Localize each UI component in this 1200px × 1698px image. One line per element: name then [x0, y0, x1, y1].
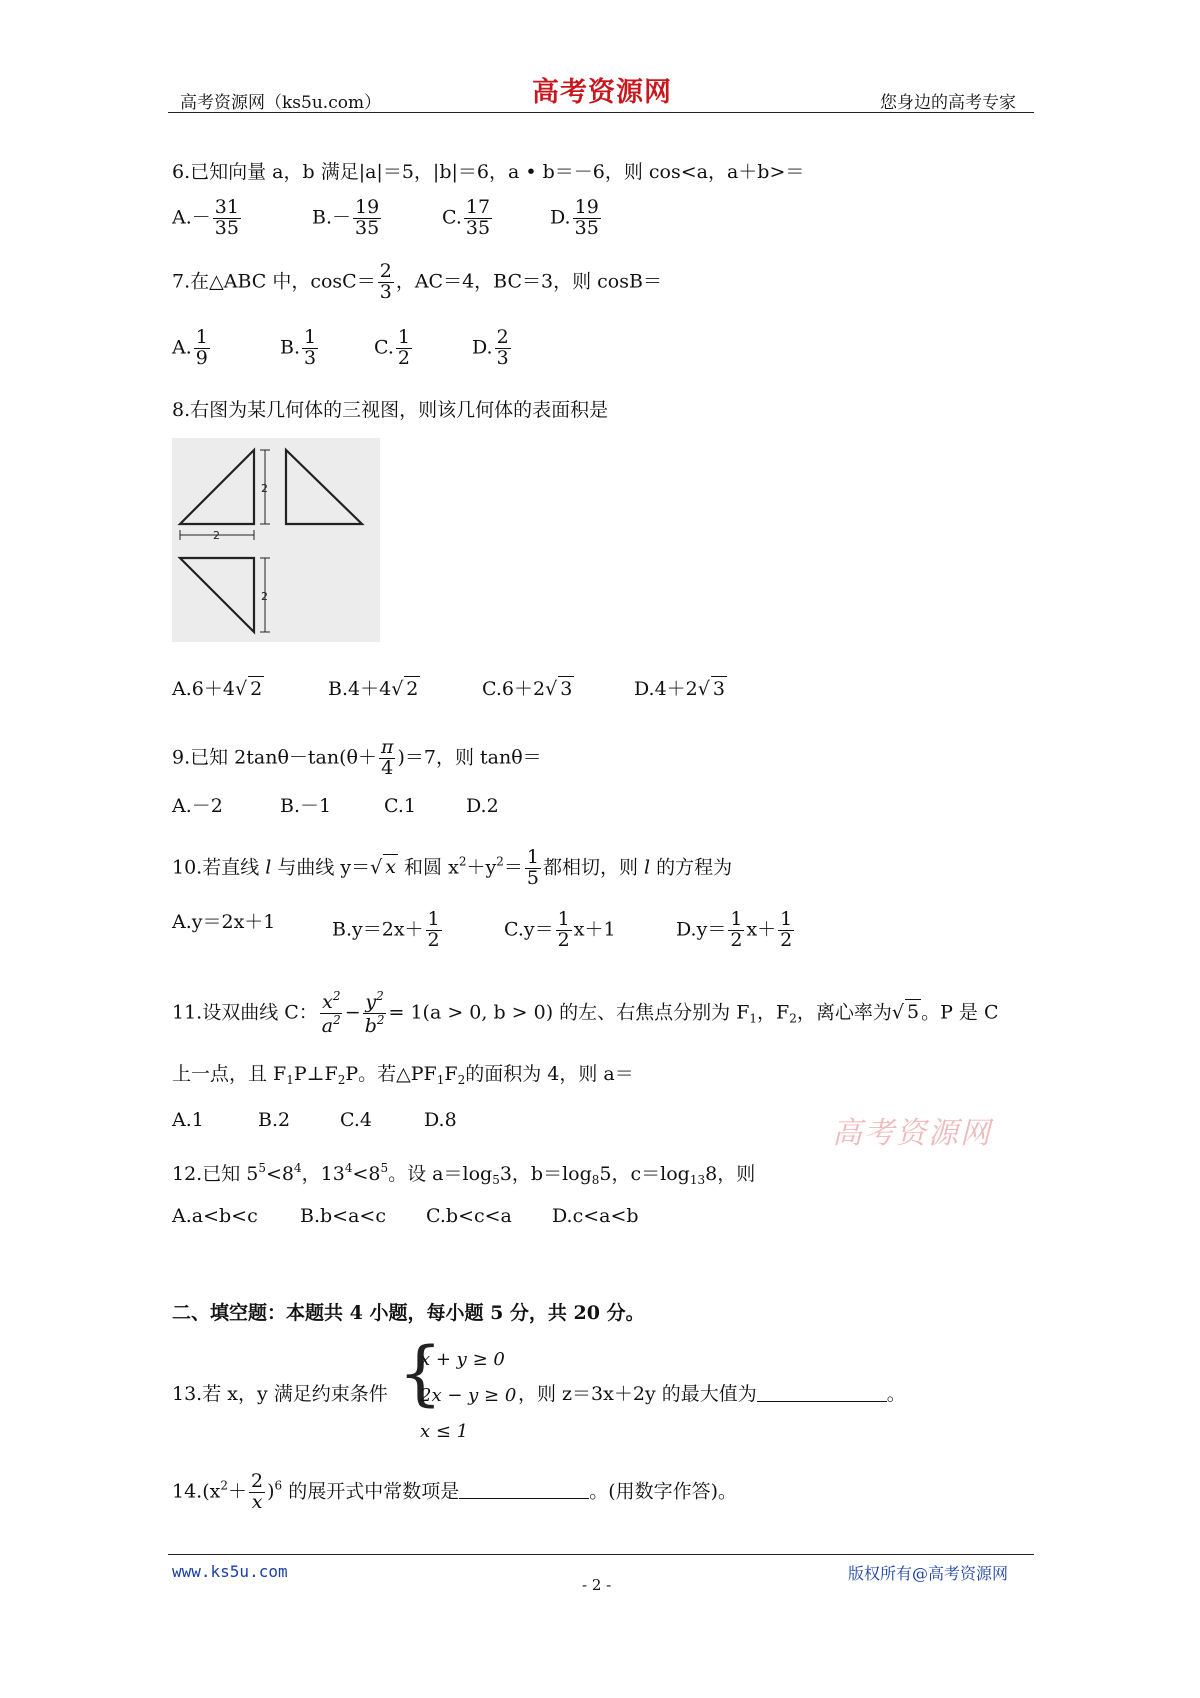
q7-option-d: D. $\frac{2}{3}$ — [472, 326, 509, 369]
q8-stem: 8.右图为某几何体的三视图，则该几何体的表面积是 — [172, 399, 609, 421]
q12-option-d: D.c<a<b — [552, 1205, 639, 1227]
q12-option-b: B.b<a<c — [300, 1205, 386, 1227]
q11-option-d: D.8 — [424, 1109, 457, 1131]
q7-stem: 7.在△ABC 中，cosC＝ $\frac{2}{3}$ ，AC＝4，BC＝3，则 cosB＝ — [172, 260, 662, 303]
three-view-figure — [172, 438, 380, 642]
front-view-triangle — [180, 450, 254, 524]
q9-stem: 9.已知 2tanθ－tan(θ＋ $\frac{\pi}{4}$ )＝7，则 tanθ＝ — [172, 736, 542, 779]
q6-option-d: D. $\frac{19}{35}$ — [550, 196, 599, 239]
header-rule — [168, 112, 1034, 113]
q9-option-a: A.－2 — [172, 795, 223, 817]
page-number: - 2 - — [582, 1576, 612, 1594]
q11-option-a: A.1 — [172, 1109, 204, 1131]
dim-label-width: 2 — [213, 529, 220, 542]
q11-option-c: C.4 — [340, 1109, 372, 1131]
top-view-triangle — [180, 558, 254, 632]
q9-option-d: D.2 — [466, 795, 499, 817]
q10-stem: 10.若直线 l 与曲线 y＝√ x 和圆 $x^2+y^2=$ $\frac{1}{5}$ 都相切，则 l 的方程为 — [172, 846, 733, 889]
dim-label-height-front: 2 — [261, 482, 268, 495]
q8-option-d: D.4＋2√ 3 — [634, 678, 725, 700]
header-logo: 高考资源网 — [532, 77, 672, 108]
q7-option-a: A. $\frac{1}{9}$ — [172, 326, 208, 369]
q6-option-b: B.－ $\frac{19}{35}$ — [312, 196, 380, 239]
q14-answer-blank — [459, 1480, 589, 1499]
q9-option-c: C.1 — [384, 795, 416, 817]
footer-url[interactable]: www.ks5u.com — [172, 1562, 288, 1581]
q11-option-b: B.2 — [258, 1109, 291, 1131]
q10-option-c: C.y＝ $\frac{1}{2}$ x＋1 — [504, 908, 616, 951]
side-view-triangle — [286, 450, 362, 524]
q7-option-c: C. $\frac{1}{2}$ — [374, 326, 410, 369]
q12-stem: 12.已知 $5^5<8^4$，$13^4<8^5$。设 $a=\log_53$，$b=\log_85$，$c=\log_{13}8$，则 — [172, 1161, 756, 1187]
three-view-drawing — [172, 438, 380, 642]
q12-option-c: C.b<c<a — [426, 1205, 512, 1227]
footer-copyright: 版权所有@高考资源网 — [848, 1564, 1009, 1583]
q8-option-b: B.4＋4√ 2 — [328, 678, 419, 700]
header-slogan: 您身边的高考专家 — [880, 93, 1016, 113]
q6-option-a: A.－ $\frac{31}{35}$ — [172, 196, 239, 239]
dim-label-height-top: 2 — [261, 590, 268, 603]
q13-constraints — [420, 1342, 516, 1450]
q7-option-b: B. $\frac{1}{3}$ — [280, 326, 317, 369]
header-site-name: 高考资源网（ks5u.com） — [180, 93, 382, 113]
footer-rule — [168, 1554, 1034, 1555]
q13-constraint-3: x ≤ 1 — [420, 1421, 469, 1442]
q10-option-b: B.y＝2x＋ $\frac{1}{2}$ — [332, 908, 440, 951]
q13-constraint-1: x + y ≥ 0 — [420, 1349, 505, 1370]
q13-stem-b: ，则 z＝3x＋2y 的最大值为 。 — [518, 1383, 906, 1405]
q8-option-a: A.6＋4√ 2 — [172, 678, 263, 700]
q6-option-c: C. $\frac{17}{35}$ — [442, 196, 491, 239]
q13-brace: { — [398, 1332, 443, 1414]
q11-stem-line2: 上一点，且 $F_1P\perp F_2P$。若$\triangle PF_1F_2$的面积为 4，则 a＝ — [172, 1063, 634, 1087]
q13-answer-blank — [757, 1383, 887, 1402]
q14-stem: $14.(x^2+$ $\frac{2}{x}$ )$^6$ 的展开式中常数项是 。(用数字作答)。 — [172, 1470, 738, 1513]
q6-stem: 6.已知向量 a，b 满足|a|＝5，|b|＝6，a • b＝－6，则 cos<a，a＋b>＝ — [172, 161, 805, 183]
q9-option-b: B.－1 — [280, 795, 332, 817]
q11-stem-line1: 11.设双曲线 C： $\frac{x^2}{a^2}$ − $\frac{y^2}{b^2}$ = 1(a > 0, b > 0) 的左、右焦点分别为 $F_1$，$F_2$，离心率为√ 5 。P 是 C — [172, 989, 999, 1037]
watermark: 高考资源网 — [832, 1116, 992, 1151]
q13-stem-a: 13.若 x，y 满足约束条件 — [172, 1383, 388, 1405]
q10-option-a: A.y＝2x＋1 — [172, 911, 276, 933]
q8-option-c: C.6＋2√ 3 — [482, 678, 573, 700]
q10-option-d: D.y＝ $\frac{1}{2}$ x＋ $\frac{1}{2}$ — [676, 908, 793, 951]
section-2-heading: 二、填空题：本题共 4 小题，每小题 5 分，共 20 分。 — [172, 1302, 645, 1324]
q13-constraint-2: 2x − y ≥ 0 — [420, 1385, 517, 1406]
q12-option-a: A.a<b<c — [172, 1205, 258, 1227]
